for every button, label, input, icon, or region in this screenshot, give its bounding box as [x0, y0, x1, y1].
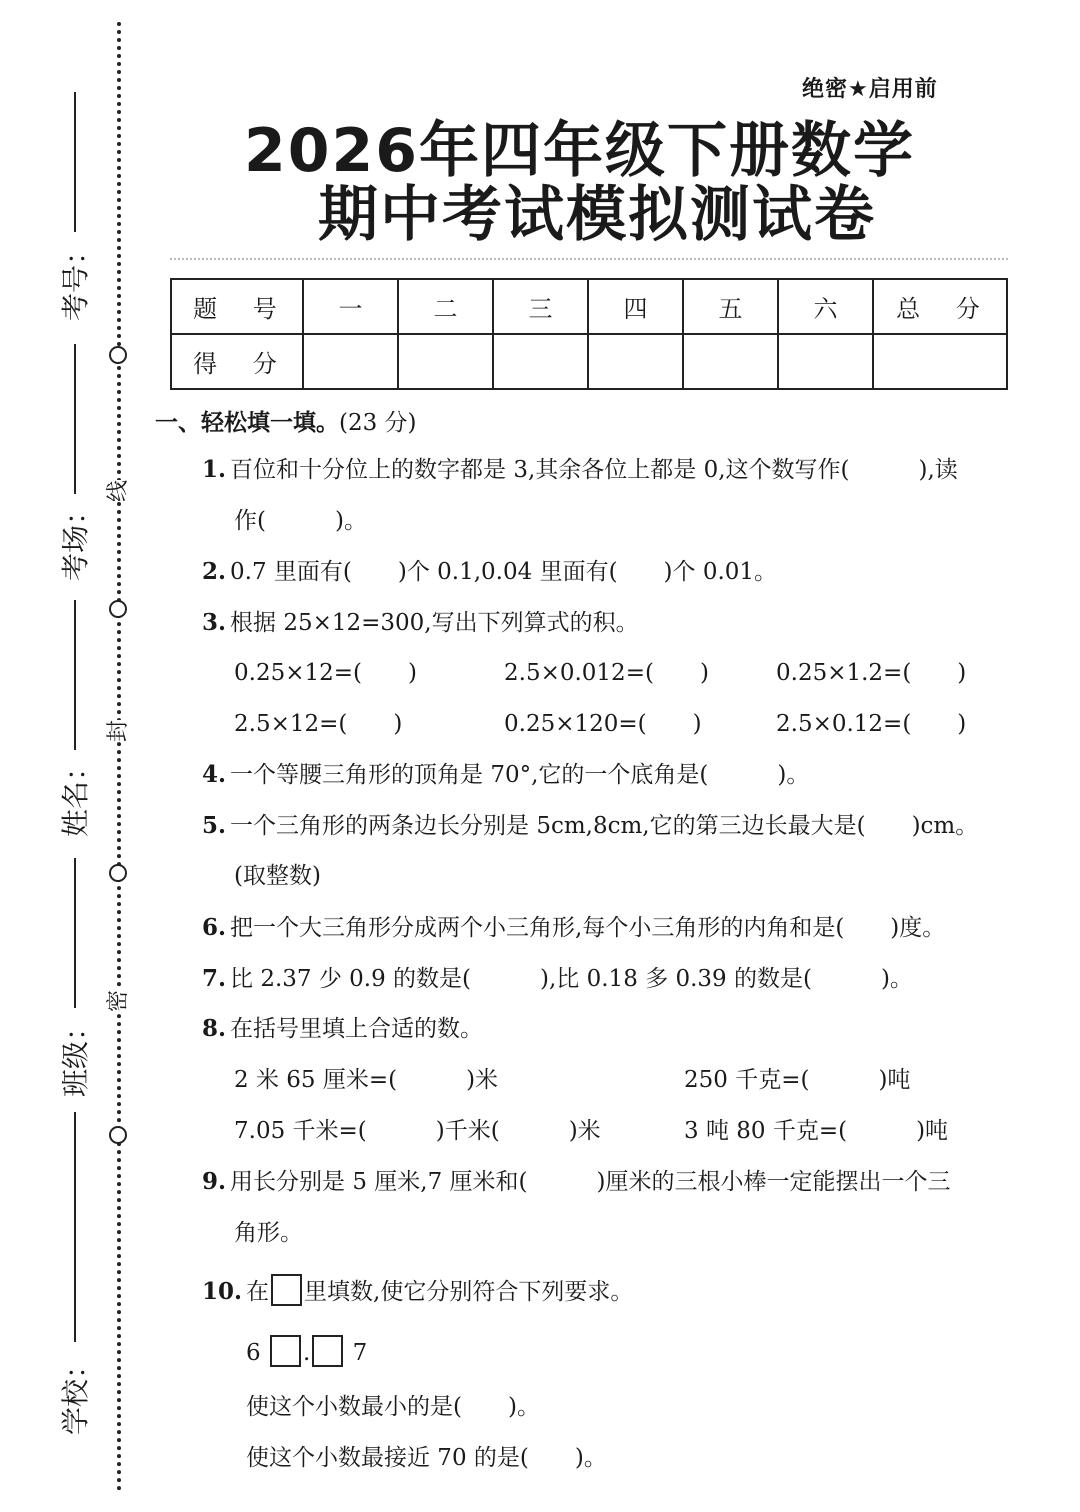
score-input-cell[interactable] — [683, 334, 778, 389]
score-table-score-row — [171, 334, 1007, 389]
q3-item: 0.25×120=( ) — [504, 711, 702, 737]
q10-decimal-point: . — [302, 1340, 311, 1366]
exam-number-write-line[interactable] — [74, 92, 76, 232]
question-9 — [202, 1167, 950, 1197]
binding-mark-xian: 线 — [106, 479, 132, 503]
question-number: 5. — [202, 812, 227, 839]
class-label: 班级： — [59, 1012, 93, 1098]
question-text: 比 2.37 少 0.9 的数是( ),比 0.18 多 0.39 的数是( )。 — [230, 966, 913, 992]
q8-item: 7.05 千米=( )千米( )米 — [234, 1118, 601, 1144]
question-text: 一个等腰三角形的顶角是 70°,它的一个底角是( )。 — [230, 762, 810, 788]
q8-item: 2 米 65 厘米=( )米 — [234, 1067, 499, 1093]
question-1 — [202, 455, 958, 485]
score-header-cell: 四 — [588, 279, 683, 334]
score-input-cell[interactable] — [588, 334, 683, 389]
name-write-line[interactable] — [74, 600, 76, 750]
question-6 — [202, 913, 945, 943]
q8-item: 250 千克=( )吨 — [684, 1067, 911, 1093]
score-header-cell: 总 分 — [873, 279, 1007, 334]
question-number: 1. — [202, 456, 227, 483]
class-write-line[interactable] — [74, 858, 76, 1008]
question-3 — [202, 608, 639, 638]
question-number: 4. — [202, 761, 227, 788]
q3-item: 2.5×12=( ) — [234, 711, 403, 737]
name-label: 姓名： — [59, 752, 93, 838]
answer-box — [271, 1274, 302, 1306]
page-title-line1: 2026年四年级下册数学 — [244, 116, 915, 186]
score-header-cell: 三 — [493, 279, 588, 334]
binding-hole — [109, 1126, 127, 1144]
school-write-line[interactable] — [74, 1112, 76, 1342]
question-number: 3. — [202, 609, 227, 636]
q10-sub-question-1: 使这个小数最小的是( )。 — [246, 1394, 540, 1420]
q10-sub-question-2: 使这个小数最接近 70 的是( )。 — [246, 1445, 607, 1471]
question-5-continued: (取整数) — [234, 863, 321, 889]
exam-room-label: 考场： — [59, 496, 93, 582]
q10-digit-b: 7 — [352, 1340, 368, 1366]
score-table — [170, 278, 1008, 390]
score-table-header-row — [171, 279, 1007, 334]
score-header-cell: 六 — [778, 279, 873, 334]
section-title — [155, 404, 417, 437]
question-text-before: 在 — [246, 1279, 270, 1305]
binding-hole — [109, 346, 127, 364]
question-text-after: 里填数,使它分别符合下列要求。 — [304, 1279, 634, 1305]
q10-decimal-template — [246, 1335, 367, 1368]
question-text: 把一个大三角形分成两个小三角形,每个小三角形的内角和是( )度。 — [230, 915, 946, 941]
digit-input-box[interactable] — [270, 1335, 301, 1367]
score-input-cell[interactable] — [398, 334, 493, 389]
header-divider — [170, 258, 1008, 260]
question-text: 根据 25×12=300,写出下列算式的积。 — [230, 610, 639, 636]
question-text: 一个三角形的两条边长分别是 5cm,8cm,它的第三边长最大是( )cm。 — [230, 813, 979, 839]
score-row-label: 得 分 — [171, 334, 303, 389]
q10-digit-a: 6 — [246, 1340, 261, 1366]
binding-mark-mi: 密 — [106, 989, 132, 1013]
question-1-continued: 作( )。 — [234, 508, 367, 534]
question-number: 9. — [202, 1168, 227, 1195]
question-5 — [202, 811, 978, 841]
secret-label: 绝密★启用前 — [802, 77, 938, 102]
binding-hole — [109, 864, 127, 882]
question-number: 6. — [202, 914, 227, 941]
question-4 — [202, 760, 809, 790]
question-text: 在括号里填上合适的数。 — [230, 1016, 484, 1042]
binding-dotted-line — [117, 22, 121, 1492]
question-text: 百位和十分位上的数字都是 3,其余各位上都是 0,这个数写作( ),读 — [230, 457, 958, 483]
q3-item: 0.25×1.2=( ) — [776, 660, 967, 686]
digit-input-box[interactable] — [312, 1335, 343, 1367]
question-number: 2. — [202, 558, 227, 585]
q3-item: 2.5×0.12=( ) — [776, 711, 967, 737]
question-number: 8. — [202, 1015, 227, 1042]
score-input-cell[interactable] — [873, 334, 1007, 389]
score-input-cell[interactable] — [493, 334, 588, 389]
section-score: (23 分) — [339, 410, 417, 436]
exam-number-label: 考号： — [59, 236, 93, 322]
question-2 — [202, 557, 777, 587]
question-number: 10. — [202, 1278, 243, 1305]
score-header-cell: 五 — [683, 279, 778, 334]
question-text: 用长分别是 5 厘米,7 厘米和( )厘米的三根小棒一定能摆出一个三 — [230, 1169, 951, 1195]
q8-item: 3 吨 80 千克=( )吨 — [684, 1118, 949, 1144]
q3-item: 2.5×0.012=( ) — [504, 660, 709, 686]
score-header-cell: 题 号 — [171, 279, 303, 334]
page-title-line2: 期中考试模拟测试卷 — [318, 180, 876, 250]
question-7 — [202, 964, 913, 994]
question-text: 0.7 里面有( )个 0.1,0.04 里面有( )个 0.01。 — [230, 559, 778, 585]
binding-mark-feng: 封 — [106, 719, 132, 743]
exam-room-write-line[interactable] — [74, 344, 76, 494]
question-9-continued: 角形。 — [234, 1220, 303, 1246]
q3-item: 0.25×12=( ) — [234, 660, 417, 686]
score-header-cell: 二 — [398, 279, 493, 334]
score-header-cell: 一 — [303, 279, 398, 334]
question-8 — [202, 1014, 483, 1044]
school-label: 学校： — [59, 1350, 93, 1436]
question-number: 7. — [202, 965, 227, 992]
score-input-cell[interactable] — [303, 334, 398, 389]
section-title-text: 一、轻松填一填。 — [155, 410, 339, 436]
binding-hole — [109, 600, 127, 618]
question-10 — [202, 1274, 633, 1307]
score-input-cell[interactable] — [778, 334, 873, 389]
